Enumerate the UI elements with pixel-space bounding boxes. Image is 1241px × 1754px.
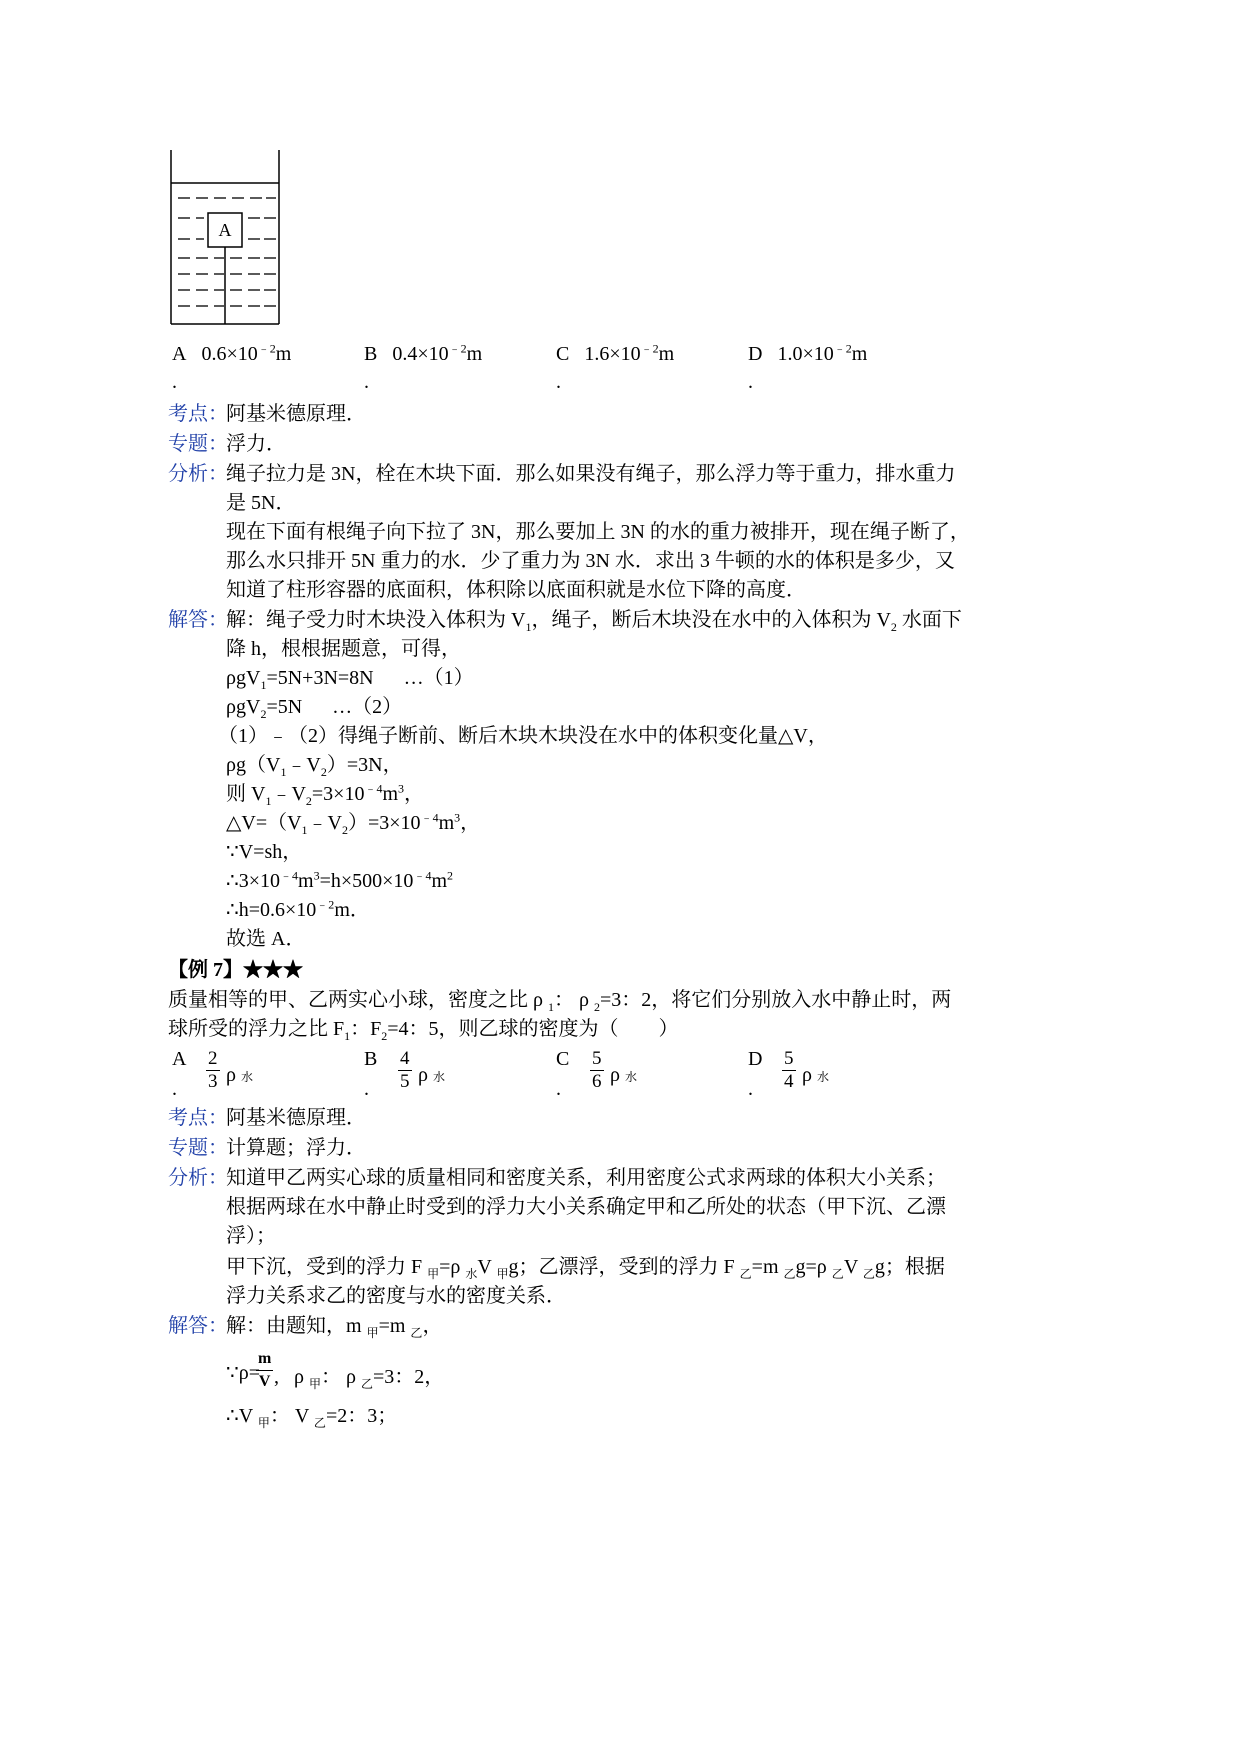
zhuanti-text: 浮力． [226,433,286,455]
fenxi-line: 那么水只排开 5N 重力的水．少了重力为 3N 水．求出 3 牛顿的水的体积是多少，又 [226,550,955,572]
example-heading: 【例 7】★★★ [168,959,303,981]
zhuanti-label: 专题： [168,433,228,455]
jieda-line: 解：绳子受力时木块没入体积为 $V_1$，绳子，断后木块没在水中的入体积为 $V_2$ 水面下 [226,609,962,634]
option-b[interactable]: B $0.4\times 10^{﹣2}m$ [364,341,483,365]
jieda-line: $\rho g(V_1﹣V_2)=3N$， [226,754,403,779]
fenxi-line: 浮力关系求乙的密度与水的密度关系． [226,1285,566,1307]
kaodian-text: 阿基米德原理． [226,1107,366,1129]
jieda-line: ∴V $_甲$： V $_乙$=2：3； [226,1405,398,1430]
option-dot: . [364,371,369,393]
fraction: $\frac{5}{4}$ [784,1048,794,1092]
zhuanti-label: 专题： [168,1137,228,1159]
kaodian-label: 考点： [168,1107,228,1129]
jieda-label: 解答： [168,609,228,631]
jieda-line: ∵V=sh， [226,841,303,863]
option-a[interactable]: A $0.6\times 10^{﹣2}m$ [172,341,292,365]
fenxi-line: 知道甲乙两实心球的质量相同和密度关系，利用密度公式求两球的体积大小关系； [226,1167,946,1189]
zhuanti-text: 计算题；浮力． [226,1137,366,1159]
fenxi-line: 浮）； [226,1225,276,1247]
fenxi-line: 甲下沉，受到的浮力 F $_甲$=ρ $_水$V $_甲$g；乙漂浮，受到的浮力 F $_乙$=m $_乙$g=ρ $_乙$V $_乙$g；根据 [226,1256,945,1281]
fraction: $\frac{2}{3}$ [208,1048,218,1092]
kaodian-text: 阿基米德原理． [226,403,366,425]
question-stem: 球所受的浮力之比 $F_1$：$F_2=4$：5，则乙球的密度为（ ） [168,1018,679,1043]
fenxi-label: 分析： [168,1167,228,1189]
fenxi-line: 根据两球在水中静止时受到的浮力大小关系确定甲和乙所处的状态（甲下沉、乙漂 [226,1196,946,1218]
answer-line: 故选 A． [226,928,306,950]
fraction: $\frac{4}{5}$ [400,1048,410,1092]
fenxi-label: 分析： [168,463,228,485]
option-dot: . [172,371,177,393]
option-d[interactable]: D $1.0\times 10^{﹣2}m$ [748,341,868,365]
kaodian-label: 考点： [168,403,228,425]
equation-2: ρgV$_2$=5N …（2） [226,696,403,721]
fenxi-line: 绳子拉力是 3N，栓在木块下面．那么如果没有绳子，那么浮力等于重力，排水重力 [226,463,956,485]
option-dot: . [748,371,753,393]
jieda-line: $\triangle V=(V_1﹣V_2)=3\times 10^{﹣4}m^3$， [226,810,481,837]
option-c[interactable]: C $1.6\times 10^{﹣2}m$ [556,341,675,365]
equation-1: ρgV$_1$=5N+3N=8N …（1） [226,667,474,692]
fenxi-line: 是 5N． [226,492,296,514]
fenxi-line: 现在下面有根绳子向下拉了 3N，那么要加上 3N 的水的重力被排开，现在绳子断了， [226,521,970,543]
jieda-label: 解答： [168,1315,228,1337]
jieda-line: （1）﹣（2）得绳子断前、断后木块木块没在水中的体积变化量△V， [218,725,828,747]
jieda-line: 则 $V_1﹣V_2=3\times 10^{﹣4}m^3$， [226,781,425,808]
jieda-line: $\therefore 3\times 10^{﹣4}m^3=h\times 500\times 10^{﹣4}m^2$ [226,868,454,892]
question-stem: 质量相等的甲、乙两实心小球，密度之比 ρ $_1$： ρ $_2$=3：2，将它们分别放入水中静止时，两 [168,989,952,1014]
jieda-line: 解：由题知，m $_甲$=m $_乙$， [226,1315,443,1340]
jieda-line: 降 h，根根据题意，可得， [226,638,461,660]
jieda-line: $\therefore h=0.6\times 10^{﹣2}m$． [226,897,370,921]
fenxi-line: 知道了柱形容器的底面积，体积除以底面积就是水位下降的高度． [226,579,806,601]
option-dot: . [556,371,561,393]
fraction: $\frac{m}{V}$ [258,1350,272,1390]
container-figure [168,150,284,326]
block-label: A [218,220,232,240]
fraction: $\frac{5}{6}$ [592,1048,602,1092]
